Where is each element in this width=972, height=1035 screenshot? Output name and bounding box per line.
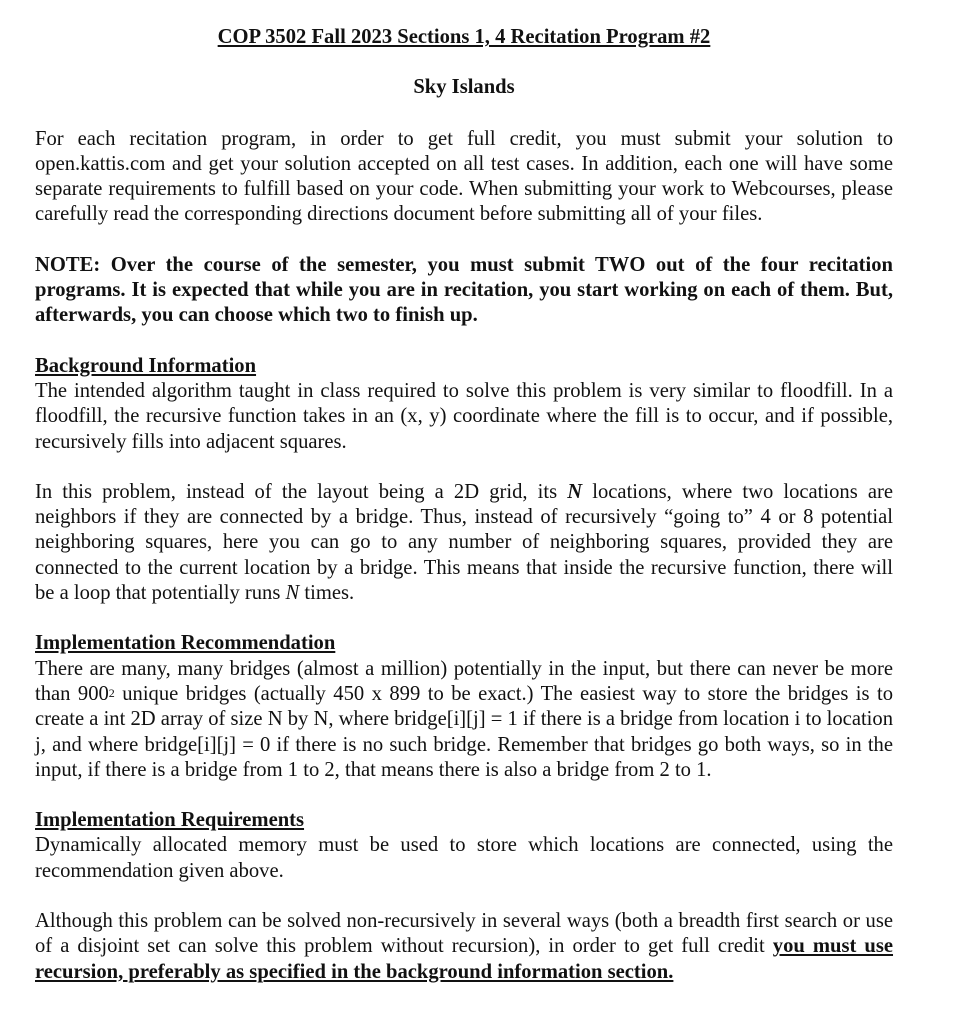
background-p2-part-a: In this problem, instead of the layout being a 2D grid, its: [35, 480, 568, 503]
variable-n: N: [567, 480, 583, 503]
document-title: COP 3502 Fall 2023 Sections 1, 4 Recitation Program #2: [217, 26, 711, 48]
requirements-heading: Implementation Requirements: [35, 809, 305, 832]
requirements-p2-part-a: Although this problem can be solved non-recursively in several ways (both a breadth first search or use of a disjoint set can solve this problem without recursion), in order to get full credit: [35, 910, 893, 958]
note-paragraph: NOTE: Over the course of the semester, you must submit TWO out of the four recitation programs. It is expected that while you are in recitation, you start working on each of them. But, afterwards, you can choose which two to finish up.: [35, 253, 893, 327]
document-page: [35, 18, 893, 985]
recommendation-part-b: unique bridges (actually 450 x 899 to be exact.) The easiest way to store the bridges is to create a int 2D array of size N by N, where bridge[i][j] = 1 if there is a bridge from location i to location j, and where bridge[i][j] = 0 if there is no such bridge. Remember that bridges go both ways, so in the input, if there is a bridge from 1 to 2, that means there is also a bridge from 2 to 1.: [35, 682, 893, 781]
requirements-paragraph-2: [35, 909, 893, 985]
recommendation-heading: Implementation Recommendation: [35, 632, 336, 655]
recommendation-part-a: There are many, many bridges (almost a million) potentially in the input, but there can never be more than 900: [35, 657, 893, 705]
background-p2-part-b: locations, where two locations are neighbors if they are connected by a bridge. Thus, instead of recursively “going to” 4 or 8 potential neighboring squares, here you can go to any number of neighboring squares, provided they are connected to the current location by a bridge. This means that inside the recursive function, there will be a loop that potentially runs: [35, 480, 893, 605]
recommendation-paragraph: [35, 657, 893, 783]
background-paragraph-2: [35, 480, 893, 606]
intro-paragraph: For each recitation program, in order to get full credit, you must submit your solution to open.kattis.com and get your solution accepted on all test cases. In addition, each one will have some separate requirements to fulfill based on your code. When submitting your work to Webcourses, please carefully read the corresponding directions document before submitting all of your files.: [35, 127, 893, 226]
background-p2-part-c: times.: [299, 582, 355, 605]
variable-n: N: [285, 582, 300, 605]
background-paragraph-1: The intended algorithm taught in class required to solve this problem is very similar to floodfill. In a floodfill, the recursive function takes in an (x, y) coordinate where the fill is to occur, and if possible, recursively fills into adjacent squares.: [35, 379, 893, 453]
requirements-paragraph-1: Dynamically allocated memory must be used to store which locations are connected, using the recommendation given above.: [35, 834, 893, 882]
document-subtitle: Sky Islands: [413, 76, 515, 99]
requirements-emphasis: you must use recursion, preferably as specified in the background information section.: [35, 935, 894, 983]
superscript: 2: [108, 685, 115, 700]
background-heading: Background Information: [35, 354, 257, 377]
